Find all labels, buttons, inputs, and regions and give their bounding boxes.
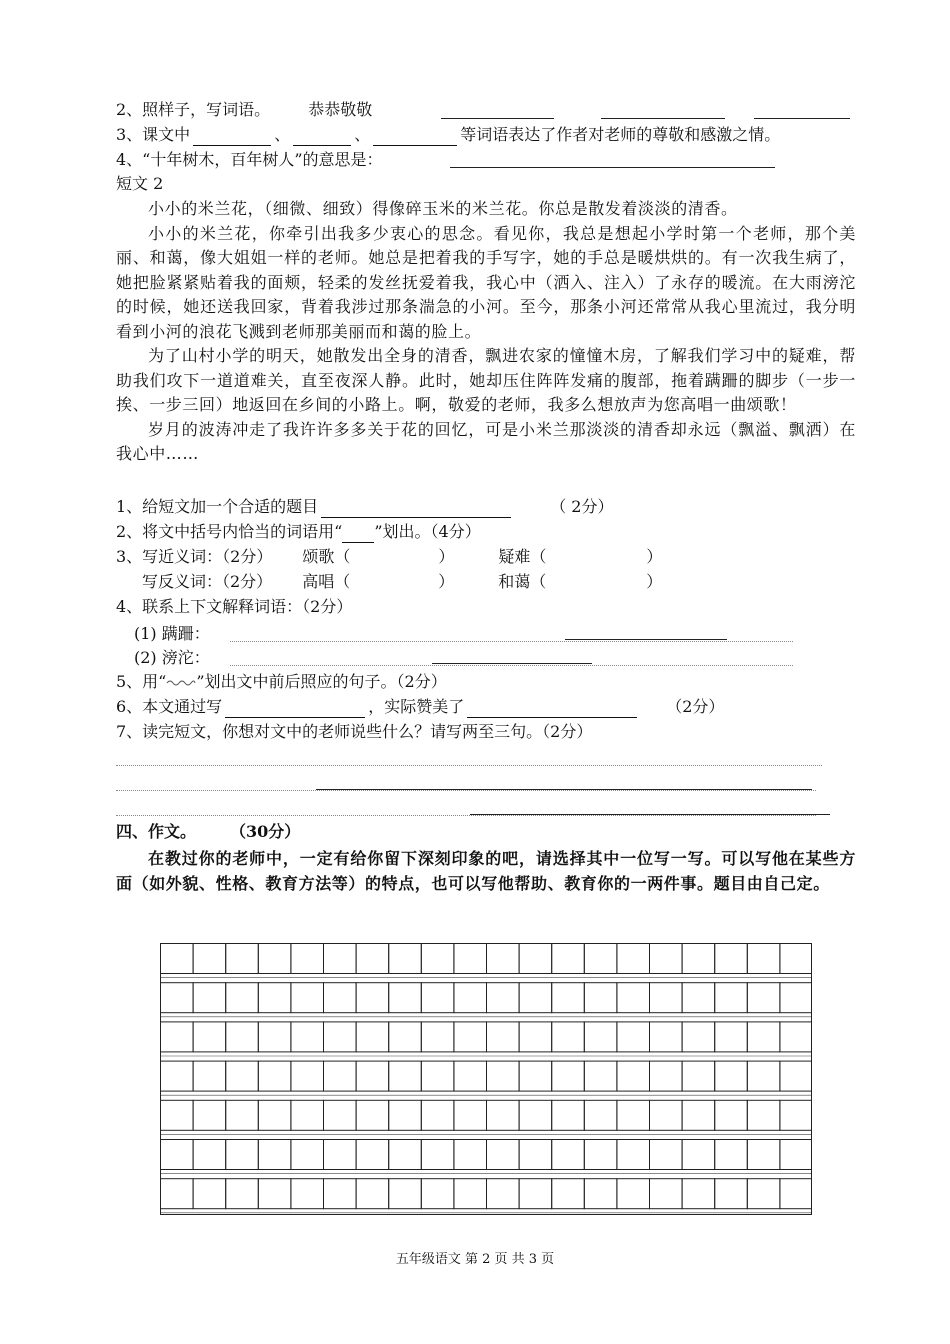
grid-cell[interactable] bbox=[552, 1100, 585, 1130]
grid-cell[interactable] bbox=[682, 944, 715, 974]
grid-cell[interactable] bbox=[356, 1022, 389, 1052]
answer-line[interactable] bbox=[470, 814, 830, 815]
grid-cell[interactable] bbox=[258, 1140, 291, 1170]
composition-heading: 四、作文。 bbox=[116, 822, 197, 841]
grid-cell[interactable] bbox=[258, 1022, 291, 1052]
grid-cell[interactable] bbox=[617, 1140, 650, 1170]
grid-cell[interactable] bbox=[715, 1061, 748, 1091]
answer-line[interactable] bbox=[230, 641, 793, 642]
question-2-label: 2、照样子，写词语。 bbox=[116, 100, 271, 119]
grid-cell[interactable] bbox=[324, 944, 357, 974]
grid-cell[interactable] bbox=[356, 1100, 389, 1130]
grid-cell[interactable] bbox=[780, 1022, 812, 1052]
question-text: 6、本文通过写 bbox=[116, 697, 223, 716]
grid-cell[interactable] bbox=[291, 944, 324, 974]
grid-cell[interactable] bbox=[519, 1061, 552, 1091]
wavy-underline-icon bbox=[166, 678, 196, 688]
question-4-label: 4、“十年树木，百年树人”的意思是： bbox=[116, 150, 383, 169]
grid-cell[interactable] bbox=[226, 1179, 259, 1209]
question-text: ，实际赞美了 bbox=[368, 697, 465, 716]
composition-score: （30分） bbox=[230, 822, 301, 841]
grid-cell[interactable] bbox=[356, 983, 389, 1013]
answer-blank[interactable] bbox=[293, 128, 351, 146]
grid-cell[interactable] bbox=[454, 1100, 487, 1130]
grid-cell[interactable] bbox=[552, 1061, 585, 1091]
grid-cell[interactable] bbox=[421, 1061, 454, 1091]
grid-cell[interactable] bbox=[226, 944, 259, 974]
answer-blank[interactable] bbox=[601, 118, 725, 119]
grid-cell[interactable] bbox=[454, 1179, 487, 1209]
grid-cell[interactable] bbox=[584, 983, 617, 1013]
grid-cell[interactable] bbox=[291, 1022, 324, 1052]
answer-blank[interactable] bbox=[321, 500, 511, 518]
grid-cell[interactable] bbox=[454, 944, 487, 974]
grid-cell[interactable] bbox=[487, 1022, 520, 1052]
grid-cell[interactable] bbox=[487, 1179, 520, 1209]
grid-cell[interactable] bbox=[617, 1022, 650, 1052]
grid-cell[interactable] bbox=[780, 1061, 812, 1091]
grid-cell[interactable] bbox=[617, 1179, 650, 1209]
word-label: 和蔼（ bbox=[498, 572, 547, 591]
answer-blank[interactable] bbox=[373, 128, 457, 146]
grid-cell[interactable] bbox=[161, 944, 194, 974]
grid-cell[interactable] bbox=[519, 1100, 552, 1130]
question-3-row bbox=[116, 124, 856, 146]
grid-cell[interactable] bbox=[584, 1100, 617, 1130]
item-label: (2) 滂沱： bbox=[134, 648, 210, 667]
grid-cell[interactable] bbox=[193, 1022, 226, 1052]
grid-cell[interactable] bbox=[747, 983, 780, 1013]
grid-cell[interactable] bbox=[780, 944, 812, 974]
grid-cell[interactable] bbox=[356, 1140, 389, 1170]
grid-cell[interactable] bbox=[519, 1140, 552, 1170]
grid-cell[interactable] bbox=[258, 1100, 291, 1130]
answer-line[interactable] bbox=[432, 663, 592, 664]
grid-cell[interactable] bbox=[780, 983, 812, 1013]
grid-cell[interactable] bbox=[389, 944, 422, 974]
grid-cell[interactable] bbox=[650, 1140, 683, 1170]
answer-line[interactable] bbox=[230, 665, 793, 666]
grid-cell[interactable] bbox=[682, 1140, 715, 1170]
passage-question-6 bbox=[116, 696, 856, 718]
grid-cell[interactable] bbox=[682, 1022, 715, 1052]
grid-cell[interactable] bbox=[193, 1140, 226, 1170]
question-text: ”划出。（4分） bbox=[374, 522, 481, 541]
question-text: 5、用“ bbox=[116, 672, 167, 691]
passage-question-5 bbox=[116, 671, 856, 693]
grid-cell[interactable] bbox=[715, 1022, 748, 1052]
grid-cell[interactable] bbox=[780, 1179, 812, 1209]
passage-paragraph: 小小的米兰花，你牵引出我多少衷心的思念。看见你，我总是想起小学时第一个老师，那个美丽、和蔼，像大姐姐一样的老师。她总是把着我的手写字，她的手总是暖烘烘的。有一次我生病了，她把脸紧紧贴着我的面颊，轻柔的发丝抚爱着我，我心中（洒入、注入）了永存的暖流。在大雨滂沱的时候，她还送我回家，背着我涉过那条湍急的小河。至今，那条小河还常常从我心里流过，我分明看到小河的浪花飞溅到老师那美丽而和蔼的脸上。 bbox=[116, 223, 856, 341]
grid-cell[interactable] bbox=[552, 1022, 585, 1052]
grid-cell[interactable] bbox=[324, 1100, 357, 1130]
question-text: 3、写近义词：（2分） bbox=[116, 547, 273, 566]
grid-cell[interactable] bbox=[291, 1061, 324, 1091]
grid-cell[interactable] bbox=[715, 1100, 748, 1130]
grid-cell[interactable] bbox=[454, 1140, 487, 1170]
grid-cell[interactable] bbox=[617, 1061, 650, 1091]
grid-cell[interactable] bbox=[161, 983, 194, 1013]
question-text: 7、读完短文，你想对文中的老师说些什么？请写两至三句。（2分） bbox=[116, 722, 593, 741]
grid-cell[interactable] bbox=[258, 983, 291, 1013]
grid-cell[interactable] bbox=[715, 983, 748, 1013]
grid-cell[interactable] bbox=[161, 1100, 194, 1130]
grid-cell[interactable] bbox=[650, 1179, 683, 1209]
question-2-example: 恭恭敬敬 bbox=[308, 100, 373, 119]
answer-blank[interactable] bbox=[754, 118, 850, 119]
bracket: ） bbox=[646, 547, 663, 566]
grid-cell[interactable] bbox=[747, 1022, 780, 1052]
passage-body bbox=[116, 197, 856, 467]
question-3-end: 等词语表达了作者对老师的尊敬和感激之情。 bbox=[460, 125, 781, 144]
composition-prompt-text: 在教过你的老师中，一定有给你留下深刻印象的吧，请选择其中一位写一写。可以写他在某些方面（如外貌、性格、教育方法等）的特点，也可以写他帮助、教育你的一两件事。题目由自己定。 bbox=[116, 849, 856, 893]
grid-cell[interactable] bbox=[584, 1022, 617, 1052]
grid-cell[interactable] bbox=[780, 1100, 812, 1130]
grid-cell[interactable] bbox=[389, 1140, 422, 1170]
grid-cell[interactable] bbox=[650, 1061, 683, 1091]
grid-cell[interactable] bbox=[650, 944, 683, 974]
separator: 、 bbox=[354, 125, 371, 144]
grid-cell[interactable] bbox=[519, 1022, 552, 1052]
grid-cell[interactable] bbox=[324, 1061, 357, 1091]
answer-blank[interactable] bbox=[450, 167, 775, 168]
grid-cell[interactable] bbox=[552, 1179, 585, 1209]
answer-blank[interactable] bbox=[193, 128, 271, 146]
answer-line[interactable] bbox=[565, 639, 727, 640]
grid-cell[interactable] bbox=[356, 1061, 389, 1091]
question-score: （ 2分） bbox=[550, 497, 614, 516]
grid-cell[interactable] bbox=[324, 983, 357, 1013]
grid-cell[interactable] bbox=[226, 1140, 259, 1170]
word-label: 高唱（ bbox=[302, 572, 351, 591]
grid-cell[interactable] bbox=[389, 1179, 422, 1209]
grid-cell[interactable] bbox=[193, 1061, 226, 1091]
grid-cell[interactable] bbox=[421, 1179, 454, 1209]
question-text: 写反义词：（2分） bbox=[142, 572, 273, 591]
grid-cell[interactable] bbox=[454, 1022, 487, 1052]
grid-cell[interactable] bbox=[193, 983, 226, 1013]
grid-cell[interactable] bbox=[161, 1061, 194, 1091]
grid-cell[interactable] bbox=[421, 1100, 454, 1130]
grid-cell[interactable] bbox=[193, 944, 226, 974]
passage-question-3b bbox=[142, 571, 882, 593]
page-footer: 五年级语文 第 2 页 共 3 页 bbox=[395, 1252, 555, 1267]
passage-paragraph: 岁月的波涛冲走了我许许多多关于花的回忆，可是小米兰那淡淡的清香却永远（飘溢、飘洒）在我心中…… bbox=[116, 419, 856, 463]
grid-cell[interactable] bbox=[161, 1140, 194, 1170]
grid-cell[interactable] bbox=[715, 1179, 748, 1209]
composition-heading-row bbox=[116, 821, 856, 843]
bracket: ） bbox=[438, 547, 455, 566]
grid-cell[interactable] bbox=[421, 1022, 454, 1052]
passage-question-4 bbox=[116, 596, 856, 618]
grid-cell[interactable] bbox=[682, 1061, 715, 1091]
answer-line[interactable] bbox=[116, 815, 816, 816]
grid-cell[interactable] bbox=[552, 1140, 585, 1170]
passage-title: 短文 2 bbox=[116, 174, 164, 193]
grid-cell[interactable] bbox=[193, 1179, 226, 1209]
grid-cell[interactable] bbox=[161, 1179, 194, 1209]
grid-cell[interactable] bbox=[650, 983, 683, 1013]
grid-cell[interactable] bbox=[747, 1100, 780, 1130]
grid-cell[interactable] bbox=[487, 944, 520, 974]
grid-cell[interactable] bbox=[487, 983, 520, 1013]
grid-cell[interactable] bbox=[454, 1061, 487, 1091]
grid-cell[interactable] bbox=[552, 944, 585, 974]
grid-cell[interactable] bbox=[258, 1179, 291, 1209]
passage-paragraph: 小小的米兰花，（细微、细致）得像碎玉米的米兰花。你总是散发着淡淡的清香。 bbox=[148, 199, 738, 218]
grid-cell[interactable] bbox=[421, 983, 454, 1013]
grid-cell[interactable] bbox=[226, 983, 259, 1013]
grid-cell[interactable] bbox=[389, 1022, 422, 1052]
grid-cell[interactable] bbox=[161, 1022, 194, 1052]
grid-cell[interactable] bbox=[421, 1140, 454, 1170]
grid-cell[interactable] bbox=[291, 1140, 324, 1170]
grid-cell[interactable] bbox=[617, 983, 650, 1013]
answer-line[interactable] bbox=[316, 789, 812, 790]
answer-blank[interactable] bbox=[441, 118, 554, 119]
grid-cell[interactable] bbox=[519, 944, 552, 974]
answer-line[interactable] bbox=[116, 765, 822, 766]
answer-blank[interactable] bbox=[467, 700, 637, 718]
grid-cell[interactable] bbox=[193, 1100, 226, 1130]
bracket: ） bbox=[438, 572, 455, 591]
passage-question-2 bbox=[116, 521, 856, 543]
item-label: (1) 蹒跚： bbox=[134, 624, 210, 643]
grid-cell[interactable] bbox=[421, 944, 454, 974]
grid-cell[interactable] bbox=[226, 1100, 259, 1130]
grid-cell[interactable] bbox=[584, 1179, 617, 1209]
grid-cell[interactable] bbox=[487, 1100, 520, 1130]
bracket: ） bbox=[646, 572, 663, 591]
question-score: （2分） bbox=[666, 697, 725, 716]
grid-cell[interactable] bbox=[780, 1140, 812, 1170]
answer-blank[interactable] bbox=[225, 700, 365, 718]
grid-cell[interactable] bbox=[682, 983, 715, 1013]
grid-cell[interactable] bbox=[747, 944, 780, 974]
word-label: 颂歌（ bbox=[302, 547, 351, 566]
grid-cell[interactable] bbox=[617, 944, 650, 974]
grid-cell[interactable] bbox=[356, 1179, 389, 1209]
grid-cell[interactable] bbox=[552, 983, 585, 1013]
grid-cell[interactable] bbox=[258, 944, 291, 974]
underline-sample bbox=[342, 525, 374, 543]
question-text: ”划出文中前后照应的句子。（2分） bbox=[196, 672, 447, 691]
question-text: 1、给短文加一个合适的题目 bbox=[116, 497, 319, 516]
grid-cell[interactable] bbox=[650, 1100, 683, 1130]
grid-cell[interactable] bbox=[389, 983, 422, 1013]
grid-cell[interactable] bbox=[389, 1061, 422, 1091]
grid-cell[interactable] bbox=[715, 944, 748, 974]
grid-cell[interactable] bbox=[291, 1179, 324, 1209]
passage-question-3a bbox=[116, 546, 856, 568]
grid-cell[interactable] bbox=[519, 983, 552, 1013]
grid-cell[interactable] bbox=[747, 1061, 780, 1091]
grid-cell[interactable] bbox=[454, 983, 487, 1013]
grid-cell[interactable] bbox=[747, 1179, 780, 1209]
grid-cell[interactable] bbox=[715, 1140, 748, 1170]
question-3-start: 3、课文中 bbox=[116, 125, 191, 144]
grid-cell[interactable] bbox=[324, 1140, 357, 1170]
grid-cell[interactable] bbox=[487, 1140, 520, 1170]
grid-cell[interactable] bbox=[617, 1100, 650, 1130]
grid-cell[interactable] bbox=[747, 1140, 780, 1170]
word-label: 疑难（ bbox=[498, 547, 547, 566]
passage-paragraph: 为了山村小学的明天，她散发出全身的清香，飘进农家的憧憧木房，了解我们学习中的疑难，帮助我们攻下一道道难关，直至夜深人静。此时，她却压住阵阵发痛的腹部，拖着蹒跚的脚步（一步一挨、一步三回）地返回在乡间的小路上。啊，敬爱的老师，我多么想放声为您高唱一曲颂歌！ bbox=[116, 346, 856, 414]
grid-cell[interactable] bbox=[584, 1140, 617, 1170]
grid-cell[interactable] bbox=[389, 1100, 422, 1130]
grid-cell[interactable] bbox=[226, 1061, 259, 1091]
grid-cell[interactable] bbox=[519, 1179, 552, 1209]
grid-cell[interactable] bbox=[258, 1061, 291, 1091]
question-text: 2、将文中括号内恰当的词语用“ bbox=[116, 522, 343, 541]
grid-cell[interactable] bbox=[584, 944, 617, 974]
grid-cell[interactable] bbox=[682, 1179, 715, 1209]
grid-cell[interactable] bbox=[291, 983, 324, 1013]
composition-prompt bbox=[116, 846, 856, 896]
passage-question-1 bbox=[116, 496, 856, 518]
grid-cell[interactable] bbox=[584, 1061, 617, 1091]
question-text: 4、联系上下文解释词语：（2分） bbox=[116, 597, 353, 616]
answer-line[interactable] bbox=[116, 790, 816, 791]
writing-grid[interactable] bbox=[160, 943, 812, 1215]
grid-cell[interactable] bbox=[226, 1022, 259, 1052]
grid-cell[interactable] bbox=[487, 1061, 520, 1091]
separator: 、 bbox=[274, 125, 291, 144]
grid-cell[interactable] bbox=[324, 1179, 357, 1209]
grid-cell[interactable] bbox=[650, 1022, 683, 1052]
grid-cell[interactable] bbox=[291, 1100, 324, 1130]
grid-cell[interactable] bbox=[682, 1100, 715, 1130]
passage-question-7 bbox=[116, 721, 856, 743]
grid-cell[interactable] bbox=[324, 1022, 357, 1052]
grid-cell[interactable] bbox=[356, 944, 389, 974]
